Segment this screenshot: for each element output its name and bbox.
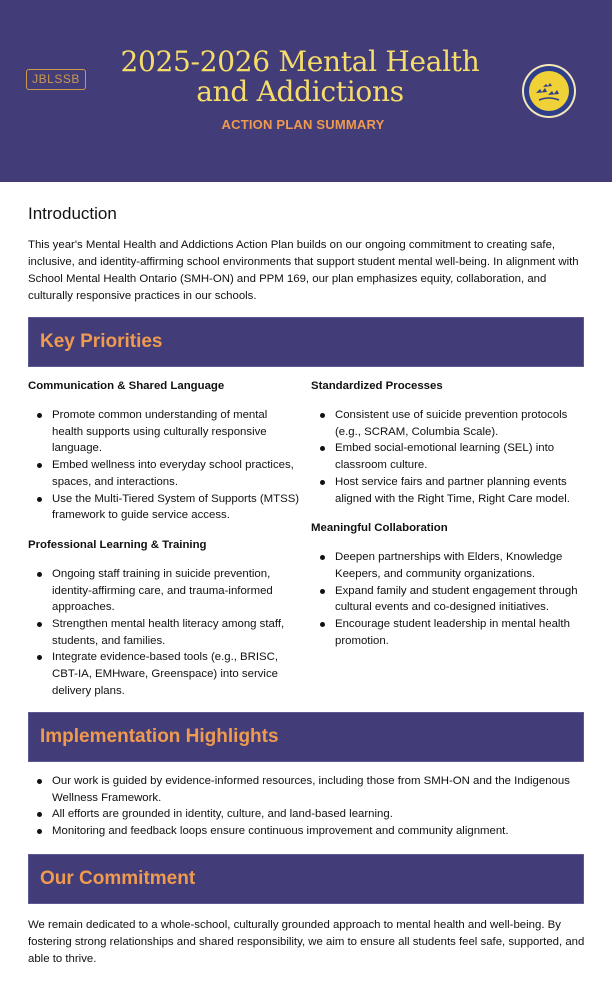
group-title: Communication & Shared Language bbox=[28, 380, 225, 392]
list-item: Our work is guided by evidence-informed resources, including those from SMH-ON and the Indigenous Wellness Framework. bbox=[28, 773, 588, 806]
bullet-list bbox=[28, 566, 300, 700]
list-item: Embed social-emotional learning (SEL) into classroom culture. bbox=[311, 440, 583, 473]
list-item: Encourage student leadership in mental health promotion. bbox=[311, 616, 583, 649]
group-title: Professional Learning & Training bbox=[28, 538, 207, 551]
header-banner bbox=[0, 0, 612, 182]
section-heading: Implementation Highlights bbox=[40, 726, 279, 747]
key-priorities-header bbox=[28, 317, 584, 367]
priorities-right-column bbox=[311, 378, 583, 649]
list-item: Consistent use of suicide prevention protocols (e.g., SCRAM, Columbia Scale). bbox=[311, 407, 583, 440]
list-item: Expand family and student engagement through cultural events and co-designed initiatives. bbox=[311, 583, 583, 616]
commitment-paragraph: We remain dedicated to a whole-school, culturally grounded approach to mental health and well-being. By fostering strong relationships and shared responsibility, we aim to ensure all students feel safe, supported, and able to thrive. bbox=[28, 919, 585, 965]
title-line-1: 2025-2026 Mental Health bbox=[120, 45, 480, 78]
bullet-list bbox=[311, 407, 583, 507]
group-title: Meaningful Collaboration bbox=[311, 522, 448, 535]
commitment-header bbox=[28, 854, 584, 904]
list-item: Ongoing staff training in suicide prevention, identity-affirming care, and trauma-informed approaches. bbox=[28, 566, 300, 616]
list-item: Monitoring and feedback loops ensure continuous improvement and community alignment. bbox=[28, 823, 588, 840]
page-title bbox=[100, 47, 500, 107]
list-item: All efforts are grounded in identity, culture, and land-based learning. bbox=[28, 806, 588, 823]
list-item: Integrate evidence-based tools (e.g., BRISC, CBT-IA, EMHware, Greenspace) into service delivery plans. bbox=[28, 649, 300, 699]
title-line-2: and Addictions bbox=[196, 75, 404, 108]
group-title: Standardized Processes bbox=[311, 380, 443, 392]
logo-badge: JBLSSB bbox=[26, 69, 86, 90]
implementation-list-wrap bbox=[28, 763, 588, 840]
section-heading: Key Priorities bbox=[40, 331, 163, 352]
implementation-header bbox=[28, 712, 584, 762]
priorities-left-column bbox=[28, 378, 300, 700]
seal-logo-icon bbox=[521, 63, 577, 119]
list-item: Promote common understanding of mental health supports using culturally responsive language. bbox=[28, 407, 300, 457]
list-item: Strengthen mental health literacy among staff, students, and families. bbox=[28, 616, 300, 649]
list-item: Host service fairs and partner planning events aligned with the Right Time, Right Care model. bbox=[311, 474, 583, 507]
page-subtitle: ACTION PLAN SUMMARY bbox=[221, 117, 385, 132]
list-item: Use the Multi-Tiered System of Supports (MTSS) framework to guide service access. bbox=[28, 491, 300, 524]
list-item: Embed wellness into everyday school practices, spaces, and interactions. bbox=[28, 457, 300, 490]
intro-heading: Introduction bbox=[28, 204, 117, 223]
section-heading: Our Commitment bbox=[40, 868, 196, 889]
bullet-list bbox=[311, 549, 583, 649]
bullet-list bbox=[28, 773, 588, 840]
bullet-list bbox=[28, 407, 300, 524]
intro-paragraph: This year's Mental Health and Addictions Action Plan builds on our ongoing commitment to creating safe, inclusive, and identity-affirming school environments that support student mental well-being. In alignment with School Mental Health Ontario (SMH-ON) and PPM 169, our plan emphasizes equity, collaboration, and culturally responsive practices in our schools. bbox=[28, 239, 579, 302]
list-item: Deepen partnerships with Elders, Knowledge Keepers, and community organizations. bbox=[311, 549, 583, 582]
